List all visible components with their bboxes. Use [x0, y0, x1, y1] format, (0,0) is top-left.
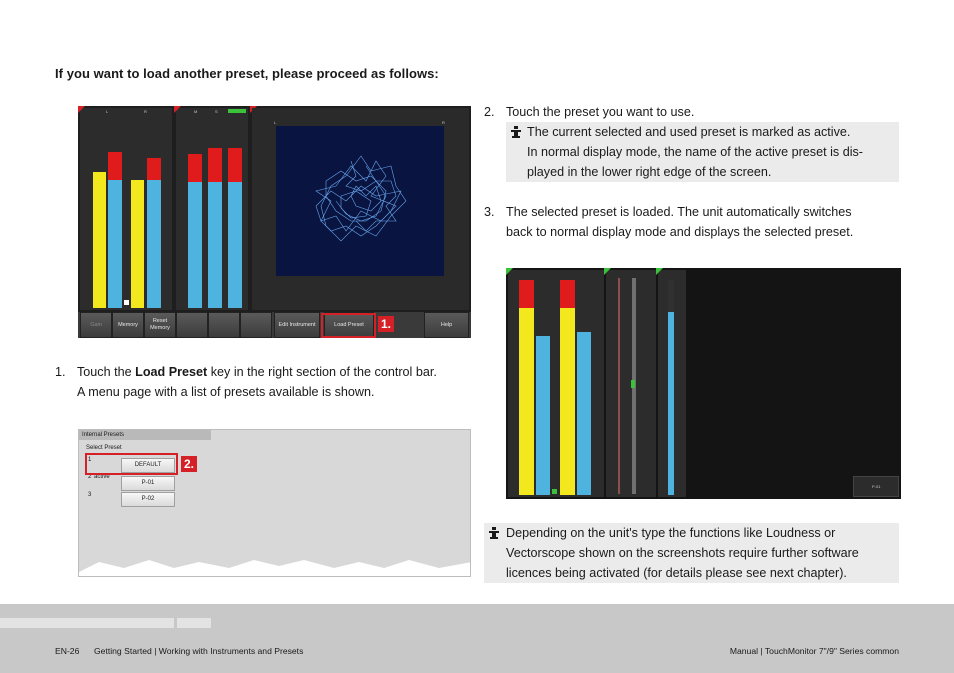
- empty-button[interactable]: [176, 312, 208, 338]
- callout-label-1: 1.: [378, 316, 394, 332]
- corner-flag: [174, 106, 181, 113]
- active-preset-name: P-01: [872, 484, 881, 489]
- screenshot-normal-display: [506, 268, 901, 499]
- select-preset-label: Select Preset: [86, 445, 122, 451]
- step1-text-after: key in the right section of the control bar.: [207, 365, 437, 379]
- screenshot-meters-vectorscope: [78, 106, 471, 338]
- preset-menu-header: Internal Presets: [79, 430, 211, 440]
- step2-number: 2.: [484, 105, 495, 119]
- bottom-note-line1: Depending on the unit's type the functions like Loudness or: [506, 526, 836, 540]
- channel-label: R: [144, 109, 147, 114]
- info-icon: [510, 126, 522, 138]
- meter-bar-l-blue: [536, 336, 550, 495]
- channel-label: M: [194, 109, 198, 114]
- preset-p02-button[interactable]: P-02: [121, 492, 175, 507]
- correlation-bar: [618, 278, 620, 494]
- meter-marker: [124, 300, 129, 305]
- meter-bar-l-red: [108, 152, 122, 180]
- empty-button[interactable]: [240, 312, 272, 338]
- preset-default-button[interactable]: DEFAULT: [121, 458, 175, 473]
- step3-number: 3.: [484, 205, 495, 219]
- vectorscope-display: [276, 126, 444, 276]
- footer-manual-title: Manual | TouchMonitor 7"/9" Series common: [729, 646, 899, 656]
- step3-text: [506, 202, 906, 242]
- step1-line2: A menu page with a list of presets available is shown.: [77, 385, 375, 399]
- preset-p01-button[interactable]: P-01: [121, 476, 175, 491]
- step1-number: 1.: [55, 365, 66, 379]
- step1-bold: Load Preset: [135, 365, 208, 379]
- bottom-note-text: [506, 523, 898, 583]
- meter-bar-r-red: [147, 158, 161, 180]
- info-icon: [488, 527, 500, 539]
- footer-page-number: EN-26: [55, 646, 80, 656]
- meter-bar-m-red: [188, 154, 202, 182]
- preset-active-label: active: [94, 474, 110, 480]
- corner-flag: [78, 106, 85, 113]
- preset-row-number: 3: [88, 492, 92, 498]
- meter-bar-l-red: [519, 280, 534, 308]
- meter-bar-r-blue: [147, 158, 161, 308]
- meter-bar-loudness-fill: [668, 312, 674, 495]
- step3-line2: back to normal display mode and displays the selected preset.: [506, 225, 854, 239]
- control-bar: [78, 312, 471, 338]
- empty-button[interactable]: [208, 312, 240, 338]
- corner-flag: [656, 268, 663, 275]
- preset-row-number: 2: [88, 474, 92, 480]
- meter-bar-l: [519, 280, 534, 495]
- step1-text-before: Touch the: [77, 365, 136, 379]
- meter-bar-r-red: [560, 280, 575, 308]
- bottom-note-line2: Vectorscope shown on the screenshots require further software: [506, 546, 859, 560]
- footer-band: [0, 604, 954, 673]
- footer-section: Getting Started | Working with Instruments and Presets: [94, 646, 304, 656]
- step2-note-line3: played in the lower right edge of the screen.: [527, 165, 772, 179]
- meter-bar-c-red: [228, 148, 242, 182]
- correlation-marker: [631, 380, 635, 388]
- edit-instrument-button[interactable]: Edit Instrument: [274, 312, 320, 338]
- page-heading: If you want to load another preset, please proceed as follows:: [55, 66, 439, 81]
- active-preset-box: [853, 476, 899, 497]
- meter-bar-r: [131, 180, 144, 308]
- step2-note-line1: The current selected and used preset is marked as active.: [527, 125, 851, 139]
- bottom-note-line3: licences being activated (for details please see next chapter).: [506, 566, 847, 580]
- step2-text: Touch the preset you want to use.: [506, 105, 695, 119]
- callout-box-default: [85, 453, 178, 475]
- callout-box-load-preset: [321, 313, 376, 338]
- step1-text: [77, 362, 477, 402]
- gain-button[interactable]: Gain: [80, 312, 112, 338]
- step2-note-line2: In normal display mode, the name of the active preset is dis-: [527, 145, 863, 159]
- torn-edge: [79, 556, 471, 577]
- corner-flag: [604, 268, 611, 275]
- vectorscope-panel: [252, 108, 469, 310]
- channel-label: L: [106, 109, 109, 114]
- meter-bar-r-blue: [577, 332, 591, 495]
- step3-line1: The selected preset is loaded. The unit automatically switches: [506, 205, 852, 219]
- help-button[interactable]: Help: [424, 312, 469, 338]
- reset-memory-button[interactable]: Reset Memory: [144, 312, 176, 338]
- active-indicator: [228, 109, 246, 113]
- meter-bar-s-red: [208, 148, 222, 182]
- vector-label-r: R: [442, 120, 445, 125]
- step2-note-text: [527, 122, 897, 182]
- meter-marker: [552, 489, 557, 494]
- preset-row-number: 1: [88, 457, 92, 463]
- corner-flag: [506, 268, 513, 275]
- meter-bar-l: [93, 172, 106, 308]
- vectorscope-trace: [276, 126, 444, 276]
- channel-label: S: [215, 109, 218, 114]
- footer-tab-bar: [0, 618, 174, 628]
- meter-bar-r: [560, 280, 575, 495]
- footer-tab-bar: [177, 618, 211, 628]
- callout-label-2: 2.: [181, 456, 197, 472]
- vector-label-l: L: [274, 120, 277, 125]
- screenshot-preset-menu: [78, 429, 471, 577]
- memory-button[interactable]: Memory: [112, 312, 144, 338]
- load-preset-button[interactable]: Load Preset: [324, 312, 374, 338]
